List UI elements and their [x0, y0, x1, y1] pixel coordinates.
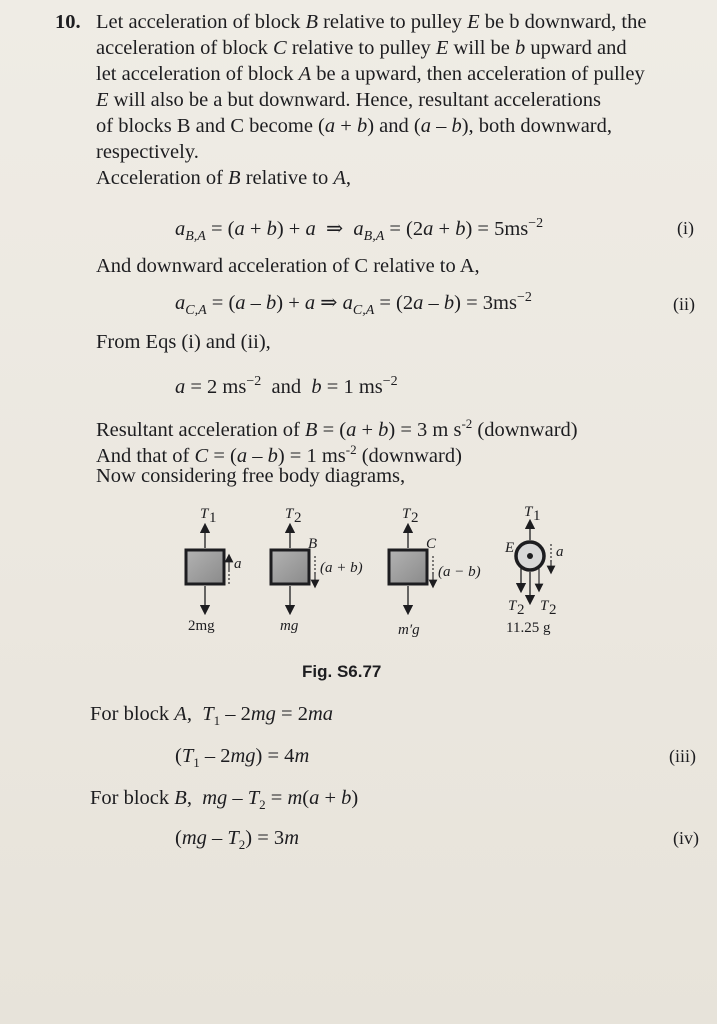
block-a-accel-label: a — [234, 556, 242, 572]
pulley-e-diagram — [504, 504, 564, 636]
text-line-6: respectively. — [96, 141, 199, 163]
values-a-b: a = 2 $ms^{-2}$ and b = 1 $ms^{-2}$ — [175, 374, 398, 398]
block-a-statement: For block A, $T_1 - 2mg = 2ma$ — [90, 703, 334, 729]
text-line-10: Resultant acceleration of B = (a + b) = 3 m $s^{-2}$ (downward) — [96, 416, 578, 441]
block-a-weight-label: 2mg — [188, 618, 215, 634]
svg-text:T: T — [524, 504, 533, 520]
svg-text:T: T — [402, 506, 411, 522]
text-line-4: E will also be a but downward. Hence, resultant accelerations — [96, 89, 601, 111]
block-b-statement: For block B, mg – $T_2 = m(a + b)$ — [90, 787, 359, 813]
block-b-accel-label: (a + b) — [320, 560, 363, 576]
svg-text:2: 2 — [549, 602, 557, 618]
free-body-diagram — [160, 500, 590, 650]
svg-text:T: T — [508, 598, 517, 614]
text-line-2: acceleration of block C relative to pulley E will be b upward and — [96, 37, 627, 59]
equation-tag-1: (i) — [677, 218, 694, 238]
block-b-name-label: B — [308, 536, 318, 552]
text-line-3: let acceleration of block A be a upward, then acceleration of pulley — [96, 63, 645, 85]
equation-1: $a_{B,A} = (a + b) + a$ ⇒ $a_{B,A} = (2a + b) = 5ms^{-2}$ — [175, 216, 544, 244]
svg-text:T: T — [285, 506, 294, 522]
pulley-e-accel-label: a — [556, 544, 564, 560]
text-line-1: Let acceleration of block B relative to pulley E be b downward, the — [96, 11, 647, 33]
svg-text:2: 2 — [517, 602, 525, 618]
svg-text:2: 2 — [294, 510, 302, 526]
equation-4: $(mg - T_2) = 3m$ — [175, 827, 299, 853]
block-b-weight-label: mg — [280, 618, 299, 634]
pulley-e-name-label: E — [505, 540, 515, 556]
block-c-name-label: C — [426, 536, 437, 552]
svg-text:1: 1 — [533, 508, 541, 524]
svg-text:2: 2 — [411, 510, 419, 526]
svg-text:T: T — [540, 598, 549, 614]
block-c-weight-label: m′g — [398, 622, 420, 638]
equation-tag-3: (iii) — [669, 746, 696, 766]
equation-tag-4: (iv) — [673, 828, 699, 848]
text-line-7: Acceleration of B relative to A, — [96, 167, 352, 189]
figure-caption: Fig. S6.77 — [302, 662, 382, 681]
block-c-diagram — [389, 506, 481, 638]
text-line-9: From Eqs (i) and (ii), — [96, 331, 271, 353]
block-a-tension-label: T — [200, 506, 209, 522]
svg-text:1: 1 — [209, 510, 217, 526]
equation-tag-2: (ii) — [673, 294, 695, 314]
block-b-diagram — [271, 506, 363, 634]
problem-number: 10. — [55, 11, 81, 33]
equation-3: $(T_1 - 2mg) = 4m$ — [175, 745, 310, 771]
text-line-12: Now considering free body diagrams, — [96, 465, 406, 487]
text-line-11: And that of C = (a – b) = 1 $ms^{-2}$ (downward) — [96, 442, 462, 467]
block-c-accel-label: (a − b) — [438, 564, 481, 580]
equation-2: $a_{C,A} = (a - b) + a$ ⇒ $a_{C,A} = (2a - b) = 3ms^{-2}$ — [175, 290, 532, 318]
pulley-e-weight-label: 11.25 g — [506, 620, 551, 636]
text-line-5: of blocks B and C become (a + b) and (a – b), both downward, — [96, 115, 613, 137]
block-a-diagram — [186, 506, 242, 634]
text-line-8: And downward acceleration of C relative to A, — [96, 255, 480, 277]
